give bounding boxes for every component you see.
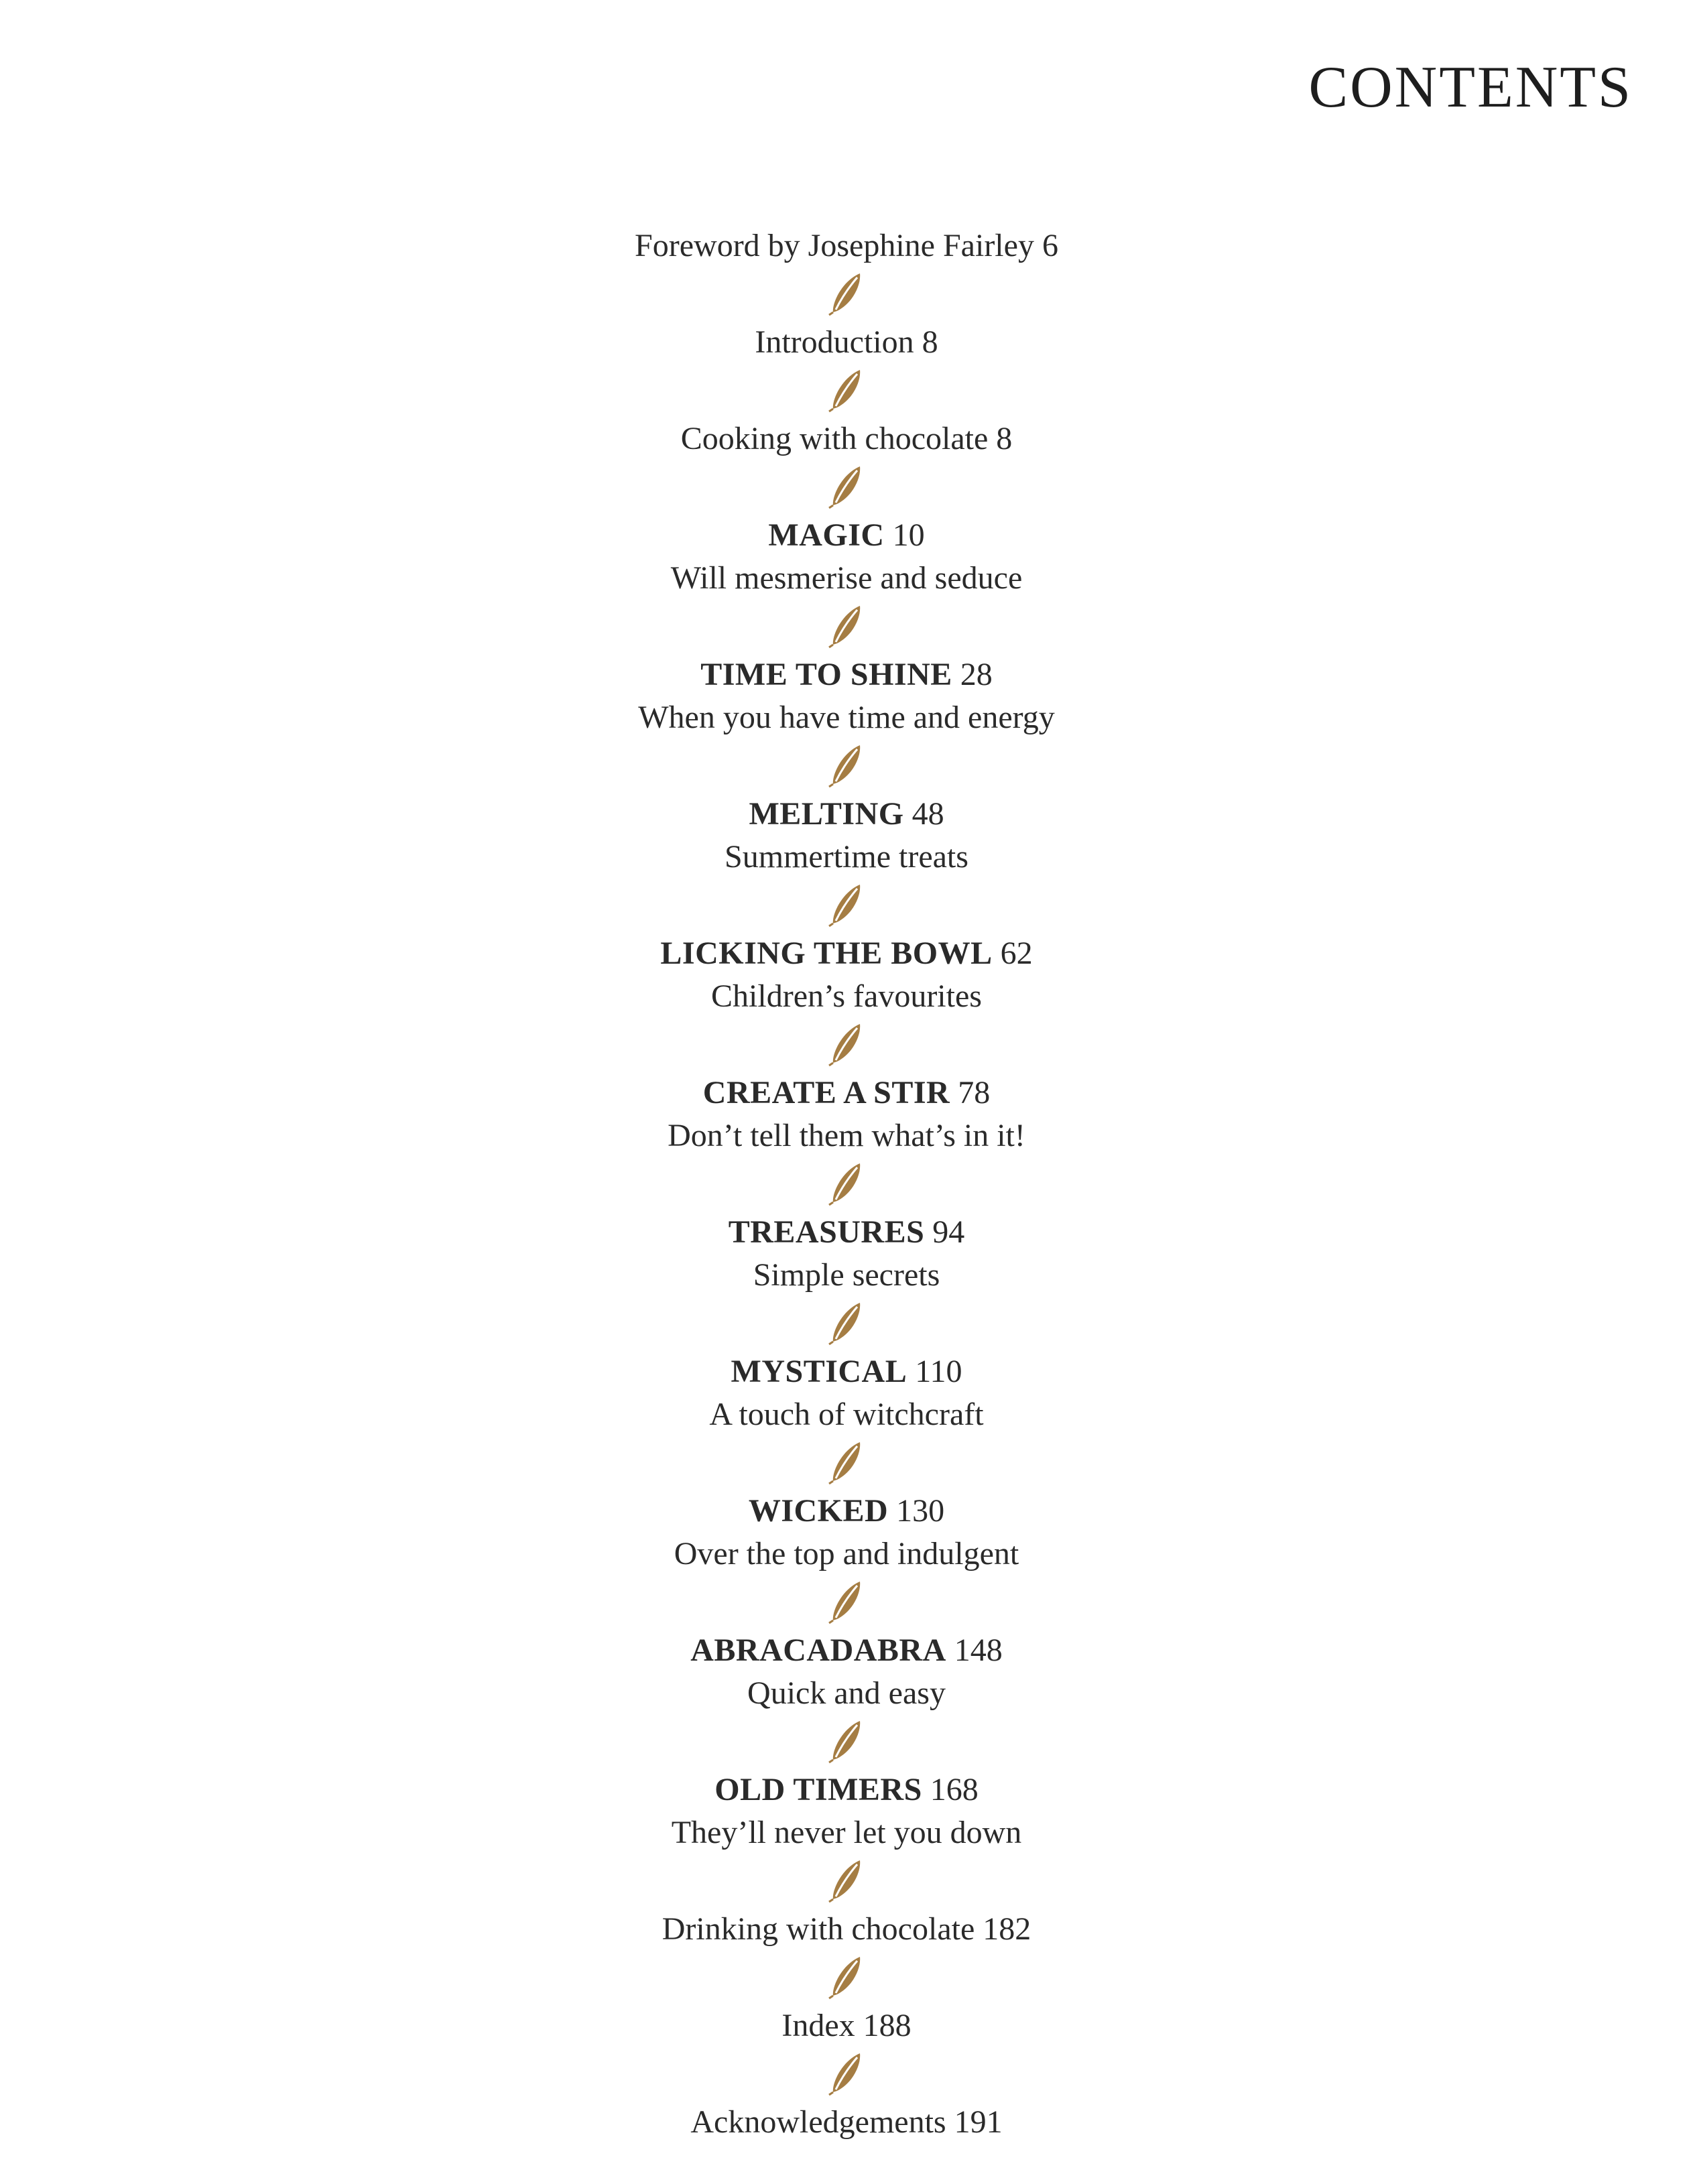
toc-entry-subtitle: Over the top and indulgent bbox=[674, 1536, 1019, 1571]
toc-entry-title: MELTING bbox=[749, 796, 904, 832]
toc-entry-heading bbox=[0, 653, 1693, 696]
leaf-icon bbox=[820, 1856, 873, 1908]
toc-entry-page-number: 48 bbox=[912, 796, 944, 832]
leaf-icon bbox=[820, 1717, 873, 1769]
toc-entry-title: Drinking with chocolate bbox=[662, 1911, 975, 1947]
toc-entry-page-number: 188 bbox=[863, 2008, 912, 2043]
toc-entry-heading bbox=[0, 2101, 1693, 2144]
toc-entry-title: Introduction bbox=[755, 324, 914, 360]
leaf-icon bbox=[820, 366, 873, 417]
toc-entry bbox=[0, 417, 1693, 460]
toc-entry-title: Cooking with chocolate bbox=[680, 421, 989, 456]
toc-entry-title: Foreword by Josephine Fairley bbox=[635, 228, 1034, 263]
toc-entry-heading bbox=[0, 1629, 1693, 1672]
toc-entry-heading bbox=[0, 1072, 1693, 1114]
toc-entry bbox=[0, 514, 1693, 600]
toc-entry bbox=[0, 2004, 1693, 2047]
toc-entry-title: OLD TIMERS bbox=[714, 1772, 922, 1807]
toc-entry-subtitle: Will mesmerise and seduce bbox=[670, 560, 1023, 596]
toc-entry-page-number: 191 bbox=[954, 2104, 1003, 2140]
toc-entry-title: MYSTICAL bbox=[731, 1354, 907, 1389]
table-of-contents bbox=[0, 224, 1693, 2144]
toc-entry-page-number: 78 bbox=[958, 1075, 991, 1110]
toc-entry-heading bbox=[0, 224, 1693, 267]
leaf-icon bbox=[820, 881, 873, 932]
leaf-icon bbox=[820, 269, 873, 321]
toc-entry-subtitle: They’ll never let you down bbox=[671, 1815, 1022, 1850]
toc-entry-page-number: 168 bbox=[930, 1772, 979, 1807]
toc-entry bbox=[0, 1769, 1693, 1854]
toc-entry-title: MAGIC bbox=[768, 517, 885, 553]
leaf-icon bbox=[820, 741, 873, 793]
toc-entry-heading bbox=[0, 1908, 1693, 1951]
leaf-icon bbox=[820, 1438, 873, 1490]
toc-entry-page-number: 62 bbox=[1000, 936, 1033, 971]
toc-entry-heading bbox=[0, 2004, 1693, 2047]
leaf-icon bbox=[820, 1159, 873, 1211]
leaf-icon bbox=[820, 602, 873, 653]
toc-entry-heading bbox=[0, 932, 1693, 975]
leaf-icon bbox=[820, 2049, 873, 2101]
toc-entry-subtitle: A touch of witchcraft bbox=[709, 1397, 984, 1432]
toc-entry-heading bbox=[0, 1350, 1693, 1393]
toc-entry-title: CREATE A STIR bbox=[702, 1075, 950, 1110]
toc-entry-subtitle: Children’s favourites bbox=[711, 978, 982, 1014]
toc-entry bbox=[0, 1072, 1693, 1157]
toc-entry-title: TREASURES bbox=[728, 1214, 925, 1250]
toc-entry-page-number: 28 bbox=[960, 657, 993, 692]
toc-entry bbox=[0, 321, 1693, 364]
toc-entry-heading bbox=[0, 321, 1693, 364]
toc-entry-title: ABRACADABRA bbox=[690, 1632, 946, 1668]
toc-entry-subtitle: Quick and easy bbox=[747, 1675, 946, 1711]
toc-entry bbox=[0, 1629, 1693, 1715]
toc-entry bbox=[0, 932, 1693, 1018]
toc-entry-subtitle: Don’t tell them what’s in it! bbox=[668, 1118, 1025, 1153]
toc-entry-title: LICKING THE BOWL bbox=[660, 936, 993, 971]
toc-entry-heading bbox=[0, 514, 1693, 557]
leaf-icon bbox=[820, 462, 873, 514]
leaf-icon bbox=[820, 1299, 873, 1350]
leaf-icon bbox=[820, 1578, 873, 1629]
toc-entry-title: WICKED bbox=[748, 1493, 889, 1529]
toc-entry-page-number: 10 bbox=[892, 517, 925, 553]
toc-entry bbox=[0, 224, 1693, 267]
toc-entry-subtitle: Summertime treats bbox=[725, 839, 968, 875]
toc-entry-page-number: 130 bbox=[896, 1493, 945, 1529]
leaf-icon bbox=[820, 1953, 873, 2004]
leaf-icon bbox=[820, 1020, 873, 1072]
toc-entry-heading bbox=[0, 793, 1693, 836]
toc-entry-page-number: 182 bbox=[983, 1911, 1031, 1947]
toc-entry-heading bbox=[0, 1211, 1693, 1254]
toc-entry bbox=[0, 653, 1693, 739]
toc-entry-page-number: 110 bbox=[915, 1354, 962, 1389]
page-title: CONTENTS bbox=[1308, 55, 1633, 120]
toc-entry-heading bbox=[0, 1490, 1693, 1533]
toc-entry bbox=[0, 793, 1693, 879]
toc-entry-page-number: 94 bbox=[932, 1214, 965, 1250]
toc-entry-page-number: 6 bbox=[1042, 228, 1058, 263]
toc-entry-title: Acknowledgements bbox=[690, 2104, 946, 2140]
toc-entry bbox=[0, 2101, 1693, 2144]
toc-entry-page-number: 8 bbox=[922, 324, 938, 360]
toc-entry bbox=[0, 1211, 1693, 1297]
toc-entry-heading bbox=[0, 1769, 1693, 1811]
toc-entry-page-number: 8 bbox=[996, 421, 1013, 456]
toc-entry-title: TIME TO SHINE bbox=[700, 657, 952, 692]
toc-entry bbox=[0, 1350, 1693, 1436]
toc-entry-subtitle: When you have time and energy bbox=[638, 700, 1055, 735]
toc-entry-heading bbox=[0, 417, 1693, 460]
toc-entry-title: Index bbox=[781, 2008, 855, 2043]
toc-entry bbox=[0, 1908, 1693, 1951]
toc-entry-subtitle: Simple secrets bbox=[753, 1257, 940, 1293]
toc-entry-page-number: 148 bbox=[954, 1632, 1003, 1668]
toc-entry bbox=[0, 1490, 1693, 1576]
